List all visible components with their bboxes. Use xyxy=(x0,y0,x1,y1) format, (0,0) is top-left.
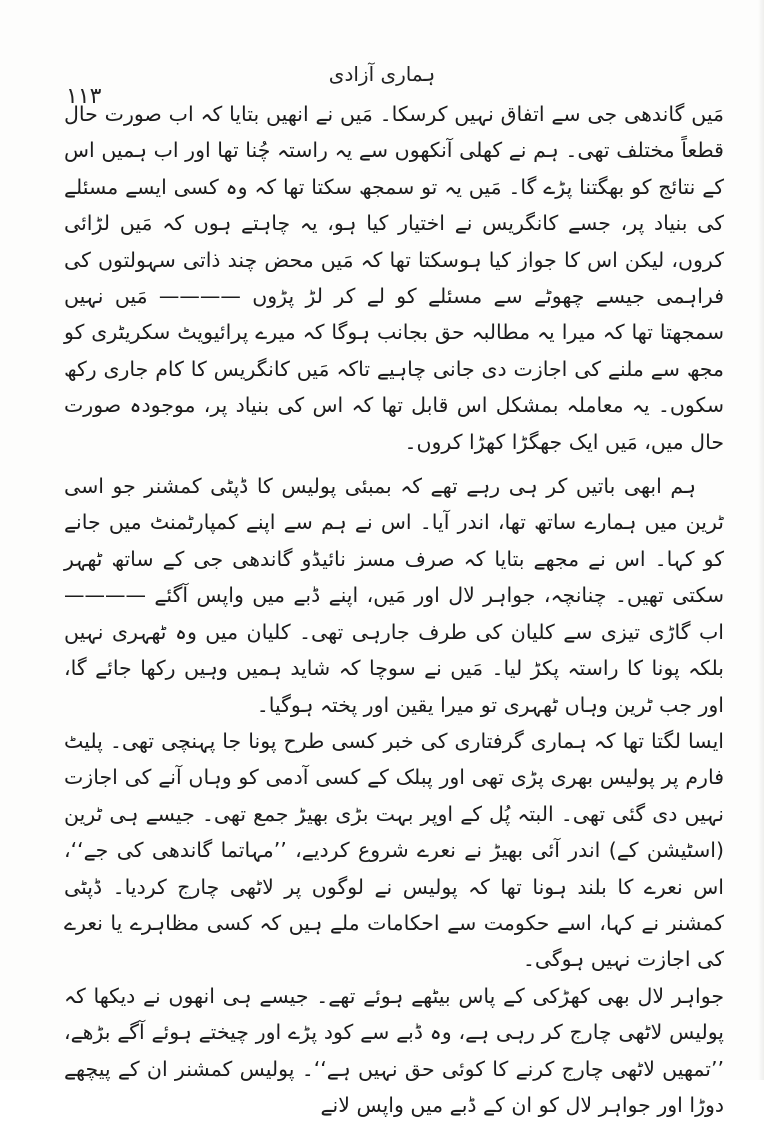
page-number: ۱۱۳ xyxy=(66,84,102,109)
paragraph-1: مَیں گاندھی جی سے اتفاق نہیں کرسکا۔ مَیں نے انھیں بتایا کہ اب صورت حال قطعاً مختلف تھی۔ ہم نے کھلی آنکھوں سے یہ راستہ چُنا تھا اور اب ہمیں اس کے نتائج کو بھگتنا پڑے گا۔ مَیں یہ تو سمجھ سکتا تھا کہ وہ کسی ایسے مسئلے کی بنیاد پر، جسے کانگریس نے اختیار کیا ہو، یہ چاہتے ہوں کہ مَیں لڑائی کروں، لیکن اس کا جواز کیا ہوسکتا تھا کہ مَیں محض چند ذاتی سہولتوں کی فراہمی جیسے چھوٹے سے مسئلے کو لے کر لڑ پڑوں ———— مَیں نہیں سمجھتا تھا کہ میرا یہ مطالبہ حق بجانب ہوگا کہ میرے پرائیویٹ سکریٹری کو مجھ سے ملنے کی اجازت دی جانی چاہیے تاکہ مَیں کانگریس کا کام جاری رکھ سکوں۔ یہ معاملہ بمشکل اس قابل تھا کہ اس کی بنیاد پر، موجودہ صورت حال میں، مَیں ایک جھگڑا کھڑا کروں۔ xyxy=(64,102,724,454)
body-text xyxy=(64,96,724,1123)
page-edge-shadow xyxy=(758,0,764,1080)
paragraph-4: جواہر لال بھی کھڑکی کے پاس بیٹھے ہوئے تھے۔ جیسے ہی انھوں نے دیکھا کہ پولیس لاٹھی چارج کر رہی ہے، وہ ڈبے سے کود پڑے اور چیختے ہوئے آگے بڑھے، ’’تمھیں لاٹھی چارج کرنے کا کوئی حق نہیں ہے‘‘۔ پولیس کمشنر ان کے پیچھے دوڑا اور جواہر لال کو ان کے ڈبے میں واپس لانے xyxy=(64,983,724,1117)
paragraph-2: ہم ابھی باتیں کر ہی رہے تھے کہ بمبئی پولیس کا ڈپٹی کمشنر جو اسی ٹرین میں ہمارے ساتھ تھا، اندر آیا۔ اس نے ہم سے اپنے کمپارٹمنٹ میں جانے کو کہا۔ اس نے مجھے بتایا کہ صرف مسز نائیڈو گاندھی جی کے ساتھ ٹھہر سکتی تھیں۔ چنانچہ، جواہر لال اور مَیں، اپنے ڈبے میں واپس آگئے ———— اب گاڑی تیزی سے کلیان کی طرف جارہی تھی۔ کلیان میں وہ ٹھہری نہیں بلکہ پونا کا راستہ پکڑ لیا۔ مَیں نے سوچا کہ شاید ہمیں وہیں رکھا جائے گا، اور جب ٹرین وہاں ٹھہری تو میرا یقین اور پختہ ہوگیا۔ xyxy=(64,474,724,717)
paragraph-3: ایسا لگتا تھا کہ ہماری گرفتاری کی خبر کسی طرح پونا جا پہنچی تھی۔ پلیٹ فارم پر پولیس بھری پڑی تھی اور پبلک کے کسی آدمی کو وہاں آنے کی اجازت نہیں دی گئی تھی۔ البتہ پُل کے اوپر بہت بڑی بھیڑ جمع تھی۔ جیسے ہی ٹرین (اسٹیشن کے) اندر آئی بھیڑ نے نعرے شروع کردیے، ’’مہاتما گاندھی کی جے‘‘، اس نعرے کا بلند ہونا تھا کہ پولیس نے لوگوں پر لاٹھی چارج کردیا۔ ڈپٹی کمشنر نے کہا، اسے حکومت سے احکامات ملے ہیں کہ کسی مظاہرے یا نعرے کی اجازت نہیں ہوگی۔ xyxy=(64,728,724,972)
running-title: ہماری آزادی xyxy=(328,62,436,86)
